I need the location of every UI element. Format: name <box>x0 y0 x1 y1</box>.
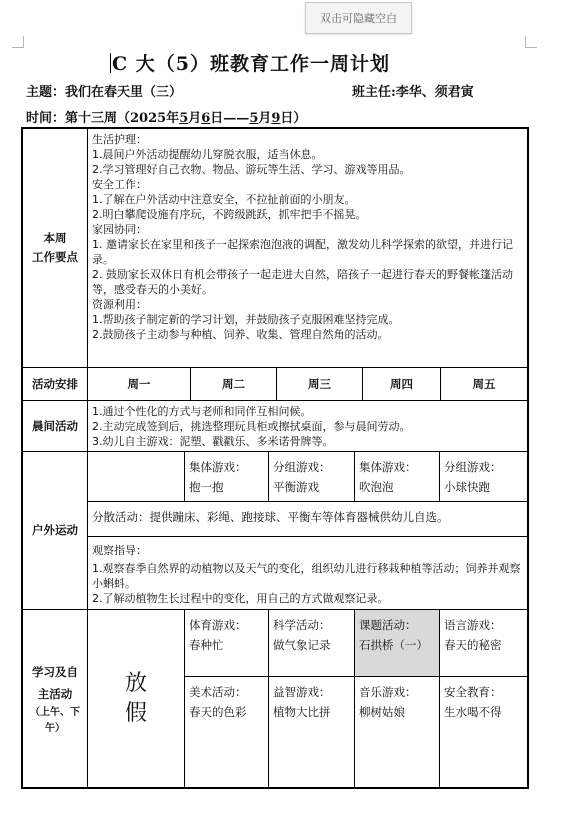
document-title[interactable] <box>110 49 450 75</box>
start-day: 6 <box>201 111 211 126</box>
text-line: 2.鼓励孩子主动参与种植、饲养、收集、管理自然角的活动。 <box>92 328 389 341</box>
activity-name: 做气象记录 <box>273 638 331 652</box>
outdoor-game-thursday[interactable] <box>355 452 440 502</box>
weekly-focus-label <box>23 129 88 368</box>
study-label <box>23 610 88 787</box>
label-text: （上午、下 <box>30 706 80 718</box>
label-text: 本周 <box>43 231 67 245</box>
activity-name: 春天的秘密 <box>444 638 502 652</box>
monday-holiday <box>88 610 185 787</box>
text-line: 2.明白攀爬设施有序玩，不跨级跳跃，抓牢把手不摇晃。 <box>92 208 367 221</box>
study-activity-wednesday-2[interactable] <box>269 677 355 787</box>
weekly-focus-content[interactable] <box>88 129 527 368</box>
text-line: 1.通过个性化的方式与老师和同伴互相问候。 <box>92 405 312 418</box>
text-line: 1.晨间户外活动提醒幼儿穿脱衣服，适当休息。 <box>92 148 323 161</box>
day-thursday: 周四 <box>363 368 441 401</box>
game-name: 抱一抱 <box>189 480 224 494</box>
activity-type: 安全教育： <box>444 685 502 699</box>
text-line: 2.学习管理好自己衣物、物品、游玩等生活、学习、游戏等用品。 <box>92 163 411 176</box>
time-text: 月 <box>258 111 272 126</box>
holiday-char: 放 <box>124 670 147 696</box>
plan-table <box>21 127 529 789</box>
label-text: 主活动 <box>37 686 73 701</box>
end-day: 9 <box>271 111 281 126</box>
margin-corner-mark <box>12 36 24 48</box>
outdoor-free-activity[interactable]: 分散活动：提供蹦床、彩绳、跑接球、平衡车等体育器械供幼儿自选。 <box>88 502 527 537</box>
section-heading: 安全工作： <box>92 178 147 191</box>
text-line: 2.主动完成签到后，挑选整理玩具柜或擦拭桌面，参与晨间劳动。 <box>92 420 411 433</box>
game-type: 集体游戏： <box>189 460 247 474</box>
text-line: 1.了解在户外活动中注意安全，不拉扯前面的小朋友。 <box>92 193 356 206</box>
outdoor-observation[interactable] <box>88 537 527 610</box>
activity-type: 科学活动： <box>273 618 331 632</box>
theme-line: 主题：我们在春天里（三） <box>26 85 183 100</box>
outdoor-game-tuesday[interactable] <box>185 452 269 502</box>
text-line: 2. 鼓励家长双休日有机会带孩子一起走进大自然，陪孩子一起进行春天的野餐帐篷活动等，感受春天的小美好。 <box>92 268 513 296</box>
time-text: 日—— <box>210 111 250 126</box>
study-activity-thursday-2[interactable] <box>355 677 440 787</box>
text-line: 1.帮助孩子制定新的学习计划，并鼓励孩子克服困难坚持完成。 <box>92 313 400 326</box>
text-line: 3.幼儿自主游戏：泥塑、戳戳乐、多米诺骨牌等。 <box>92 435 334 448</box>
hide-whitespace-tooltip[interactable]: 双击可隐藏空白 <box>305 2 412 34</box>
section-heading: 资源利用： <box>92 298 147 311</box>
activity-name: 春天的色彩 <box>189 705 247 719</box>
game-type: 集体游戏： <box>359 460 417 474</box>
activity-type: 课题活动： <box>359 618 417 632</box>
label-text: 午） <box>45 722 65 734</box>
section-heading: 生活护理： <box>92 133 147 146</box>
time-line <box>26 107 306 126</box>
text-line: 1. 邀请家长在家里和孩子一起探索泡泡液的调配，激发幼儿科学探索的欲望，并进行记录。 <box>92 238 513 266</box>
day-wednesday: 周三 <box>277 368 363 401</box>
study-activity-friday-1[interactable] <box>440 610 527 677</box>
section-heading: 观察指导： <box>92 544 147 557</box>
day-friday: 周五 <box>441 368 527 401</box>
study-activity-wednesday-1[interactable] <box>269 610 355 677</box>
game-name: 小球快跑 <box>444 480 490 494</box>
game-name: 吹泡泡 <box>359 480 394 494</box>
game-type: 分组游戏： <box>444 460 502 474</box>
text-cursor <box>110 53 111 73</box>
activity-name: 生水喝不得 <box>444 705 502 719</box>
title-text: C 大（5）班教育工作一周计划 <box>112 53 390 75</box>
game-name: 平衡游戏 <box>273 480 319 494</box>
morning-content[interactable] <box>88 401 527 452</box>
activity-name: 植物大比拼 <box>273 705 331 719</box>
start-month: 5 <box>179 111 189 126</box>
section-heading: 家园协同： <box>92 223 147 236</box>
activity-name: 春种忙 <box>189 638 224 652</box>
activity-type: 语言游戏： <box>444 618 502 632</box>
text-line: 1.观察春季自然界的动植物以及天气的变化，组织幼儿进行移栽种植等活动；饲养并观察小蝌蚪。 <box>92 562 521 590</box>
holiday-char: 假 <box>124 700 147 726</box>
activity-type: 美术活动： <box>189 685 247 699</box>
activity-name: 柳树姑娘 <box>359 705 405 719</box>
label-text: 学习及自 <box>32 664 78 679</box>
outdoor-game-friday[interactable] <box>440 452 527 502</box>
teacher-line: 班主任:李华、须君寅 <box>352 85 474 100</box>
activity-name: 石拱桥（一） <box>359 638 428 652</box>
time-prefix: 时间：第十三周（2025年 <box>26 111 180 126</box>
activity-type: 益智游戏： <box>273 685 331 699</box>
schedule-label: 活动安排 <box>23 368 88 401</box>
day-tuesday: 周二 <box>191 368 277 401</box>
activity-type: 体育游戏： <box>189 618 247 632</box>
label-text: 工作要点 <box>32 250 78 264</box>
game-type: 分组游戏： <box>273 460 331 474</box>
outdoor-label: 户外运动 <box>23 452 88 610</box>
text-line: 2.了解动植物生长过程中的变化，用自己的方式做观察记录。 <box>92 592 389 605</box>
margin-corner-mark <box>525 36 537 48</box>
time-text: 月 <box>188 111 202 126</box>
activity-type: 音乐游戏： <box>359 685 417 699</box>
time-text: 日） <box>280 111 307 126</box>
outdoor-empty-cell <box>88 452 185 502</box>
outdoor-game-wednesday[interactable] <box>269 452 355 502</box>
end-month: 5 <box>249 111 259 126</box>
study-activity-tuesday-2[interactable] <box>185 677 269 787</box>
morning-label: 晨间活动 <box>23 401 88 452</box>
day-monday: 周一 <box>88 368 191 401</box>
study-activity-tuesday-1[interactable] <box>185 610 269 677</box>
study-activity-friday-2[interactable] <box>440 677 527 787</box>
study-activity-thursday-1[interactable] <box>355 610 440 677</box>
